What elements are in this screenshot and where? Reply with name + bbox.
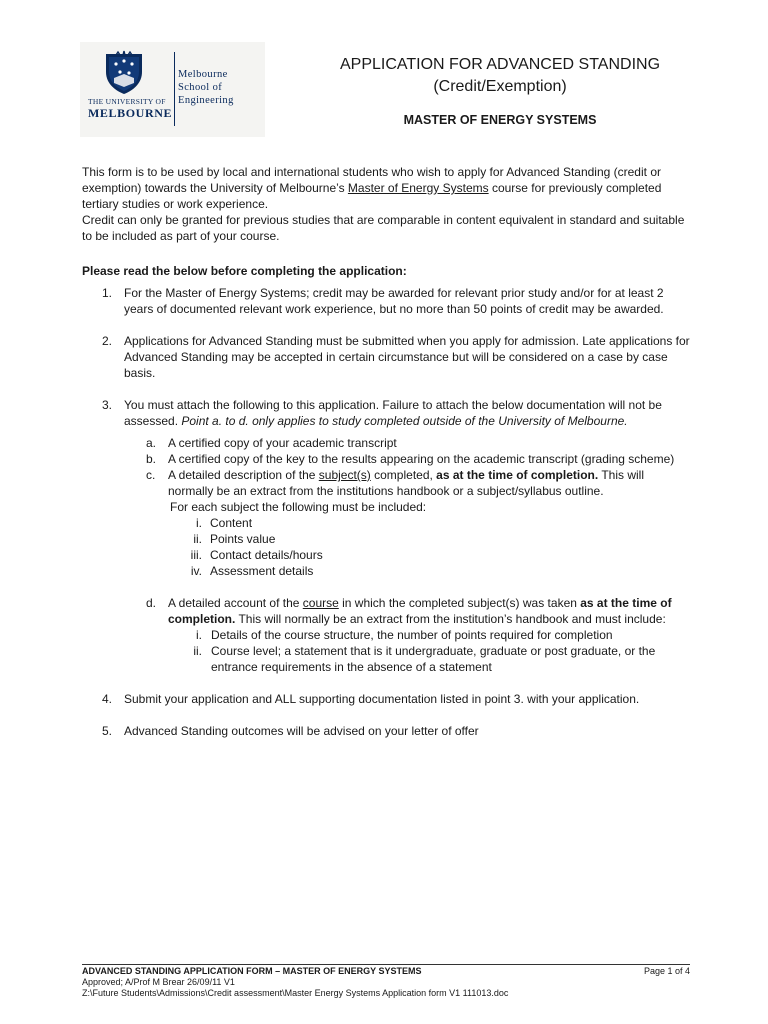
school-name <box>178 68 234 107</box>
item-note: Point a. to d. only applies to study completed outside of the University of Melbourne. <box>181 414 628 428</box>
requirement-marker: iii. <box>190 548 202 562</box>
sub-intro: For each subject the following must be included: <box>170 500 427 514</box>
crest-group <box>88 50 173 121</box>
footer-rule <box>82 964 690 965</box>
item-number: 2. <box>102 334 113 348</box>
attachment-item <box>124 467 690 579</box>
attachment-marker: d. <box>146 596 157 610</box>
intro-text: course for previously completed tertiary studies or work experience. <box>82 181 662 211</box>
attachment-marker: c. <box>146 468 156 482</box>
program-title: MASTER OF ENERGY SYSTEMS <box>403 113 597 127</box>
attachment-item <box>124 435 690 451</box>
requirement-marker: ii. <box>193 532 202 546</box>
requirement-item <box>168 563 690 579</box>
requirement-item <box>168 515 690 531</box>
requirement-text: Details of the course structure, the number of points required for completion <box>211 628 613 642</box>
emphasis-text: as at the time of completion. <box>168 596 672 626</box>
footer-header-row <box>82 966 690 977</box>
file-path: Z:\Future Students\Admissions\Credit assessment\Master Energy Systems Application form V1 111013.doc <box>82 988 509 998</box>
school-name-line: Melbourne <box>178 69 228 80</box>
university-logo <box>80 42 265 137</box>
university-name-large: MELBOURNE <box>88 106 173 120</box>
subjects-link: subject(s) <box>318 468 371 482</box>
requirement-marker: iv. <box>190 564 202 578</box>
requirement-text: Course level; a statement that is it undergraduate, graduate or post graduate, or the entrance requirements in the absence of a statement <box>211 644 656 674</box>
item-number: 4. <box>102 692 113 706</box>
subject-requirements-list <box>168 515 690 579</box>
item-text: For the Master of Energy Systems; credit may be awarded for relevant prior study and/or for at least 2 years of documented relevant work experience, but no more than 50 points of credit may be awarded. <box>124 286 664 316</box>
list-item <box>82 691 690 707</box>
attachment-item <box>124 595 690 675</box>
page-number: Page 1 of 4 <box>643 966 690 976</box>
requirement-item <box>168 643 690 675</box>
requirement-marker: ii. <box>193 644 202 658</box>
requirement-item <box>168 627 690 643</box>
item-text: Applications for Advanced Standing must be submitted when you apply for admission. Late applications for Advanced Standing may be accepted in certain circumstance but will be considered on a case by case basis. <box>124 334 690 380</box>
university-crest-icon <box>102 50 146 96</box>
list-item <box>82 285 690 317</box>
school-name-line: Engineering <box>178 95 234 106</box>
credit-paragraph: Credit can only be granted for previous studies that are comparable in content equivalent in standard and suitable to be included as part of your course. <box>82 213 685 243</box>
list-item <box>82 333 690 381</box>
logo-divider <box>174 52 175 126</box>
attachment-marker: b. <box>146 452 157 466</box>
course-link: course <box>302 596 339 610</box>
requirement-marker: i. <box>196 516 202 530</box>
instructions-list <box>82 285 690 739</box>
approval-line: Approved; A/Prof M Brear 26/09/11 V1 <box>82 977 235 987</box>
requirement-text: Contact details/hours <box>210 548 323 562</box>
attachment-text: completed, <box>370 468 437 482</box>
intro-text: This form is to be used by local and international students who wish to apply for Advanced Standing (credit or exemption) towards the University of Melbourne’s <box>82 165 661 195</box>
item-text: You must attach the following to this application. Failure to attach the below documentation will not be assessed. <box>124 398 662 428</box>
course-requirements-list <box>168 627 690 675</box>
requirement-text: Content <box>210 516 253 530</box>
intro-paragraph <box>82 164 690 212</box>
form-title-block <box>300 55 700 127</box>
course-link: Master of Energy Systems <box>347 181 489 195</box>
requirement-marker: i. <box>196 628 202 642</box>
intro-section <box>82 164 690 244</box>
attachment-text: This will normally be an extract from the institution’s handbook and must include: <box>235 612 666 626</box>
requirement-item <box>168 547 690 563</box>
form-body <box>82 164 690 755</box>
university-name-small: THE UNIVERSITY OF <box>88 97 166 106</box>
attachment-list <box>124 435 690 675</box>
attachment-text: in which the completed subject(s) was taken <box>338 596 581 610</box>
requirement-text: Assessment details <box>210 564 314 578</box>
item-number: 3. <box>102 398 113 412</box>
instructions-heading: Please read the below before completing the application: <box>82 264 407 278</box>
page-footer <box>82 964 690 999</box>
attachment-text: A certified copy of the key to the results appearing on the academic transcript (grading scheme) <box>168 452 675 466</box>
item-text: Advanced Standing outcomes will be advised on your letter of offer <box>124 724 479 738</box>
school-name-line: School of <box>178 82 223 93</box>
emphasis-text: as at the time of completion. <box>436 468 599 482</box>
attachment-text: A detailed account of the <box>168 596 303 610</box>
attachment-text: A detailed description of the <box>168 468 319 482</box>
list-item <box>82 397 690 675</box>
item-number: 5. <box>102 724 113 738</box>
list-item <box>82 723 690 739</box>
form-title: APPLICATION FOR ADVANCED STANDING <box>339 56 661 73</box>
item-text: Submit your application and ALL supporting documentation listed in point 3. with your application. <box>124 692 640 706</box>
attachment-marker: a. <box>146 436 157 450</box>
requirement-item <box>168 531 690 547</box>
footer-title: ADVANCED STANDING APPLICATION FORM – MASTER OF ENERGY SYSTEMS <box>82 966 422 976</box>
attachment-text: A certified copy of your academic transcript <box>168 436 397 450</box>
item-number: 1. <box>102 286 113 300</box>
requirement-text: Points value <box>210 532 276 546</box>
attachment-text: This will normally be an extract from the institutions handbook or a subject/syllabus outline. <box>168 468 644 498</box>
attachment-item <box>124 451 690 467</box>
form-subtitle: (Credit/Exemption) <box>433 78 567 95</box>
